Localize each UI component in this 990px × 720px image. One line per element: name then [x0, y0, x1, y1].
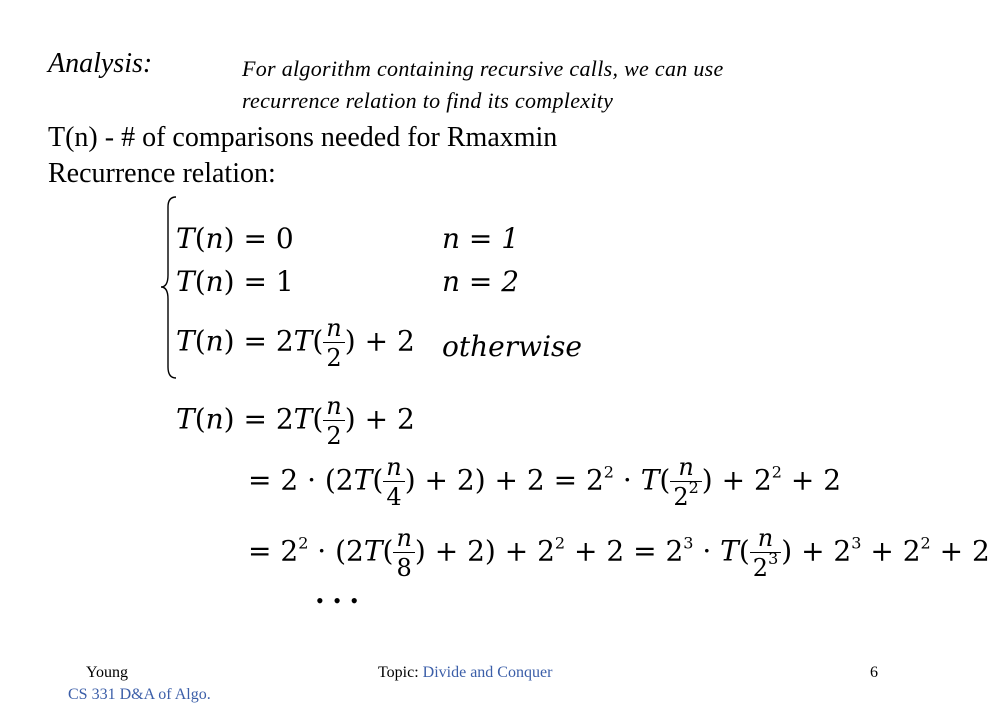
ellipsis: • • •: [316, 588, 361, 613]
case3-condition: otherwise: [442, 330, 582, 363]
derivation-line2: = 2 · (2T( $\frac{n}{4}$ ) + $2) + 2 = 2^2 \cdot T$( $\frac{n}{2^2}$ ) + $2^2 + 2$: [248, 453, 842, 511]
recurrence-heading: Recurrence relation:: [48, 158, 276, 189]
derivation-line1: T(n) = 2T( $\frac{n}{2}$ ) + 2: [176, 392, 415, 450]
footer-course: CS 331 D&A of Algo.: [68, 686, 211, 703]
case1-equation: T(n) = 0: [176, 222, 294, 255]
footer-topic-prefix: Topic:: [378, 664, 423, 681]
definition-line: T(n) - # of comparisons needed for Rmaxmin: [48, 122, 558, 153]
footer-author: Young: [86, 664, 128, 681]
case2-equation: T(n) = 1: [176, 265, 294, 298]
footer-topic-value: Divide and Conquer: [422, 664, 553, 681]
footer-topic: [378, 664, 552, 682]
analysis-label: Analysis:: [48, 48, 153, 79]
case1-condition: n = 1: [442, 222, 520, 255]
derivation-line3: = $2^2 \cdot (2T$( $\frac{n}{8}$ ) + $2) + 2^2 + 2 = 2^3 \cdot T$( $\frac{n}{2^3}$ ) + $2^3 + 2^2 + 2$: [248, 524, 990, 582]
analysis-note-line1: For algorithm containing recursive calls, we can use: [242, 56, 724, 81]
analysis-note-line2: recurrence relation to find its complexity: [242, 88, 614, 113]
case3-equation: T(n) = 2T( $\frac{n}{2}$ ) + 2: [176, 314, 415, 372]
footer-page-number: 6: [870, 664, 878, 681]
case2-condition: n = 2: [442, 265, 520, 298]
